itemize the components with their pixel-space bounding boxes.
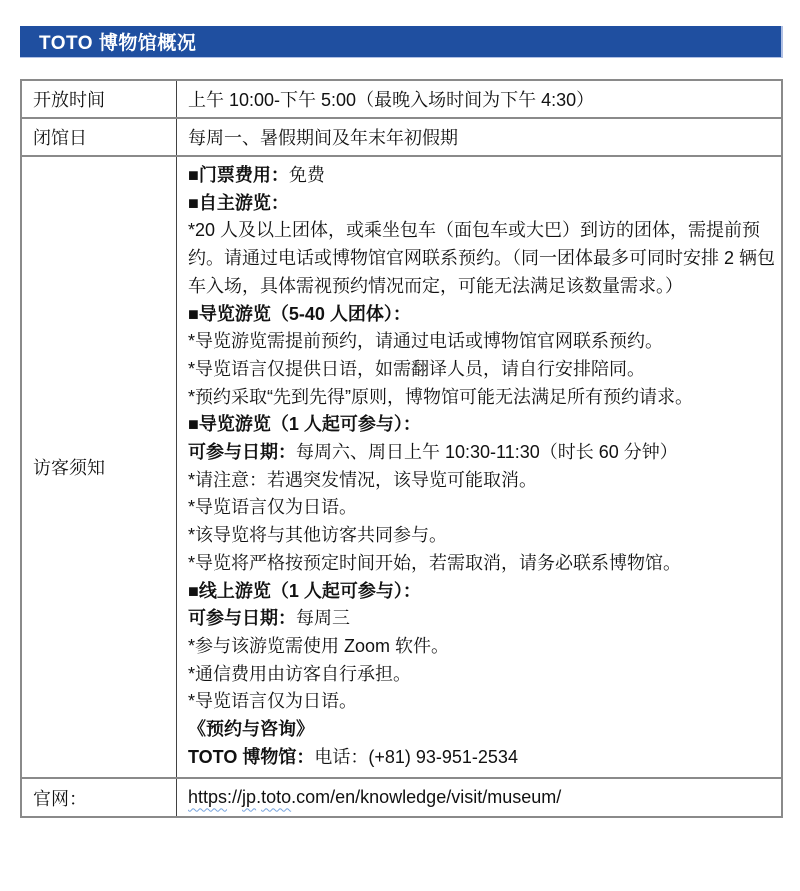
notice-line: [188, 384, 773, 412]
notice-line-segment: *请注意：若遇突发情况，该导览可能取消。: [188, 469, 538, 490]
notice-line-segment: *参与该游览需使用 Zoom 软件。: [188, 635, 450, 656]
url-segment: ://: [227, 787, 243, 808]
notice-line: [188, 328, 773, 356]
notice-line-segment: 每周三: [296, 608, 350, 629]
row-label-closed-days: 闭馆日: [21, 118, 177, 156]
notice-line: [188, 716, 773, 744]
row-label-opening-hours: 开放时间: [21, 80, 177, 118]
notice-line: [188, 494, 773, 522]
website-value-cell: [177, 778, 783, 817]
document-page: [0, 26, 800, 891]
notice-line: [188, 633, 773, 661]
notice-line: [188, 439, 773, 467]
notice-line: [188, 522, 773, 550]
row-label-visitor-notice: 访客须知: [21, 156, 177, 778]
notice-line: [188, 578, 773, 606]
visitor-notice-content: [177, 156, 783, 778]
notice-line-segment: ■自主游览：: [188, 192, 289, 213]
notice-line-segment: 车入场，具体需视预约情况而定，可能无法满足该数量需求。）: [188, 275, 683, 296]
table-row-opening-hours: [21, 80, 782, 118]
notice-line: [188, 411, 773, 439]
url-segment-spellcheck: toto: [261, 787, 292, 808]
notice-line: [188, 605, 773, 633]
notice-line: [188, 661, 773, 689]
notice-line: [188, 162, 773, 190]
notice-line-segment: *导览语言仅提供日语，如需翻译人员，请自行安排陪同。: [188, 358, 646, 379]
notice-line-segment: *导览语言仅为日语。: [188, 497, 358, 518]
row-label-website: 官网：: [21, 778, 177, 817]
section-title: TOTO 博物馆概况: [39, 33, 197, 54]
opening-hours-value: 上午 10:00-下午 5:00（最晚入场时间为下午 4:30）: [177, 80, 783, 118]
notice-line: [188, 356, 773, 384]
website-url[interactable]: [188, 787, 561, 807]
url-segment-spellcheck: https: [188, 787, 228, 808]
notice-line-segment: ■线上游览（1 人起可参与）：: [188, 580, 421, 601]
notice-line-segment: 《预约与咨询》: [188, 719, 314, 740]
notice-line-segment: TOTO 博物馆：: [188, 746, 315, 767]
notice-line: [188, 550, 773, 578]
notice-line-segment: *导览将严格按预定时间开始，若需取消，请务必联系博物馆。: [188, 552, 682, 573]
notice-line-segment: *预约采取“先到先得”原则，博物馆可能无法满足所有预约请求。: [188, 386, 693, 407]
notice-line: [188, 467, 773, 495]
info-table: [20, 79, 783, 818]
notice-line-segment: 每周六、周日上午 10:30-11:30（时长 60 分钟）: [296, 442, 678, 463]
url-segment: .: [256, 787, 262, 808]
table-row-closed-days: [21, 118, 782, 156]
notice-line: [188, 245, 776, 273]
table-row-website: [21, 778, 782, 817]
closed-days-value: 每周一、暑假期间及年末年初假期: [177, 118, 783, 156]
notice-line: [188, 190, 773, 218]
notice-line: [188, 744, 773, 772]
notice-line-segment: 可参与日期：: [188, 608, 296, 629]
notice-line-segment: 约。请通过电话或博物馆官网联系预约。（同一团体最多可同时安排 2 辆包: [188, 248, 776, 269]
notice-line-segment: *导览语言仅为日语。: [188, 691, 358, 712]
url-segment: .com/en/knowledge/visit/museum/: [291, 787, 562, 808]
notice-line-segment: 电话：(+81) 93-951-2534: [314, 746, 518, 767]
notice-line-segment: 可参与日期：: [188, 442, 296, 463]
notice-line: [188, 301, 773, 329]
notice-line-segment: *该导览将与其他访客共同参与。: [188, 525, 448, 546]
notice-line-segment: ■导览游览（5-40 人团体）：: [188, 303, 411, 324]
url-segment-spellcheck: jp: [242, 787, 257, 808]
notice-line-segment: *20 人及以上团体，或乘坐包车（面包车或大巴）到访的团体，需提前预: [188, 220, 761, 241]
table-row-visitor-notice: [21, 156, 782, 778]
notice-line-segment: *通信费用由访客自行承担。: [188, 663, 412, 684]
notice-line: [188, 688, 773, 716]
notice-line: [188, 273, 773, 301]
notice-line: [188, 217, 773, 245]
notice-line-segment: *导览游览需提前预约，请通过电话或博物馆官网联系预约。: [188, 331, 664, 352]
section-header: [20, 26, 783, 58]
notice-line-segment: 免费: [288, 165, 325, 185]
notice-line-segment: ■门票费用：: [188, 165, 289, 185]
notice-line-segment: ■导览游览（1 人起可参与）：: [188, 414, 421, 435]
